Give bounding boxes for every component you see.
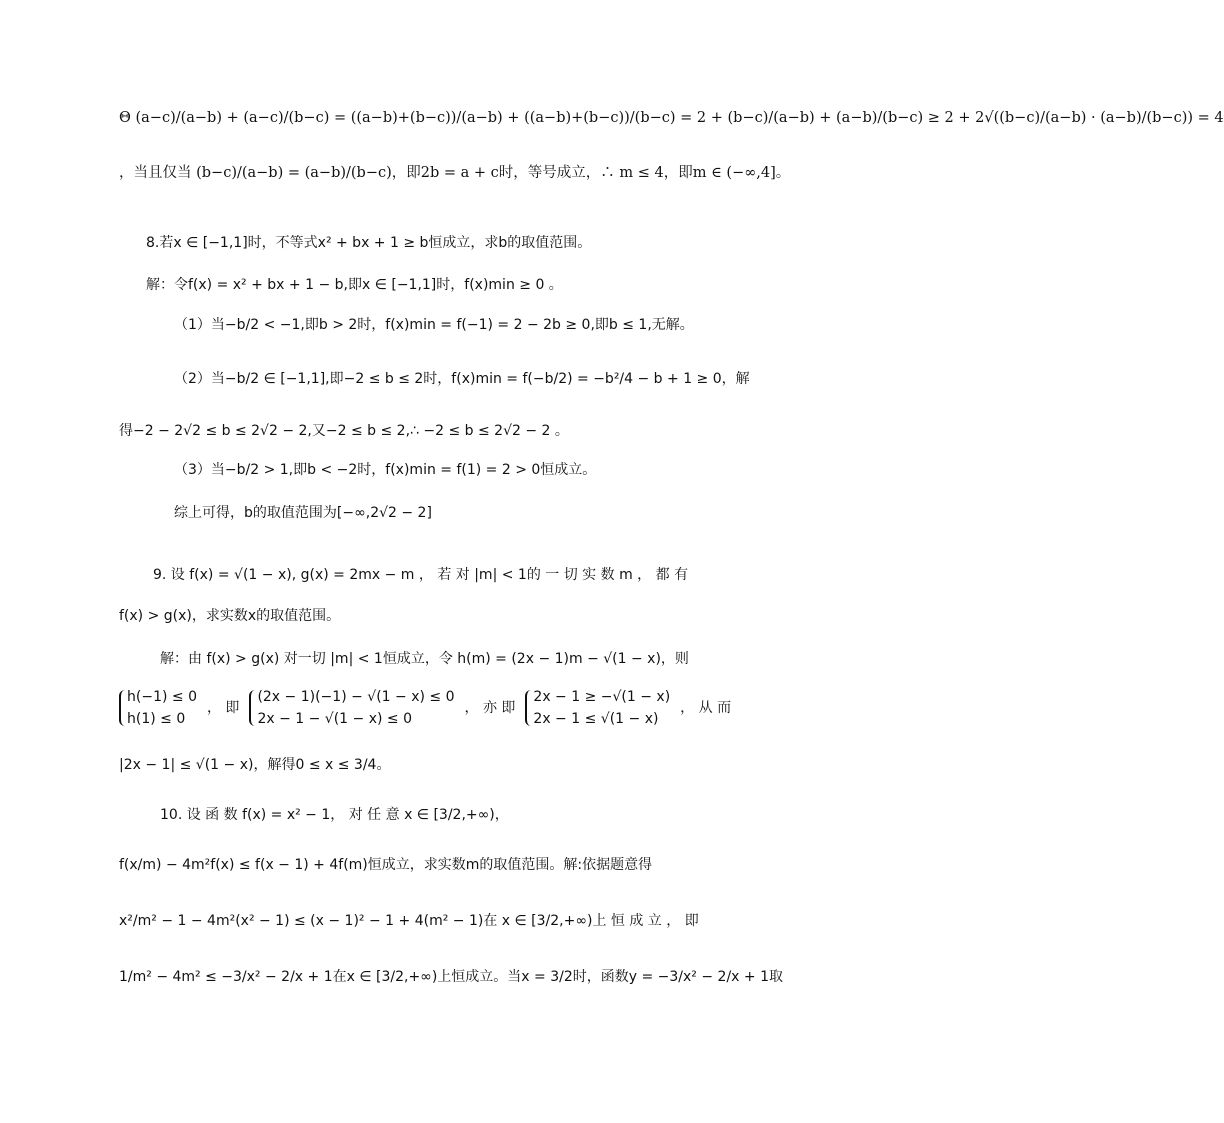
- system-2-line-1: (2x − 1)(−1) − √(1 − x) ≤ 0: [257, 689, 455, 705]
- problem-10-condition: f(x/m) − 4m²f(x) ≤ f(x − 1) + 4f(m)恒成立，求实数m的取值范围。解:依据题意得: [119, 857, 653, 873]
- problem-8-conclusion: 综上可得，b的取值范围为[−∞,2√2 − 2]: [174, 505, 432, 521]
- problem-10-statement: 10. 设 函 数 f(x) = x² − 1， 对 任 意 x ∈ [3/2,+∞)，: [160, 807, 509, 823]
- system-word-yiji: ， 亦 即: [464, 700, 516, 716]
- problem-8-case-2-result: 得−2 − 2√2 ≤ b ≤ 2√2 − 2,又−2 ≤ b ≤ 2,∴ −2 ≤ b ≤ 2√2 − 2 。: [119, 423, 569, 439]
- problem-8-statement: 8.若x ∈ [−1,1]时，不等式x² + bx + 1 ≥ b恒成立，求b的取值范围。: [146, 235, 592, 251]
- line-1: Θ (a−c)/(a−b) + (a−c)/(b−c) = ((a−b)+(b−c))/(a−b) + ((a−b)+(b−c))/(b−c) = 2 + (b−c)/(a−b) + (a−b)/(b−c) ≥ 2 + 2√((b−c)/(a−b) · (a−b)/(b−c)) = 4: [119, 110, 1224, 126]
- system-2-line-2: 2x − 1 − √(1 − x) ≤ 0: [257, 711, 413, 727]
- problem-9-system-row: [119, 690, 731, 726]
- problem-8-case-3: （3）当−b/2 > 1,即b < −2时，f(x)min = f(1) = 2 > 0恒成立。: [174, 462, 597, 478]
- system-1-line-2: h(1) ≤ 0: [127, 711, 186, 727]
- problem-9-statement: 9. 设 f(x) = √(1 − x), g(x) = 2mx − m ， 若 对 |m| < 1的 一 切 实 数 m ， 都 有: [153, 567, 689, 583]
- system-3-line-1: 2x − 1 ≥ −√(1 − x): [533, 689, 671, 705]
- system-brace-3: [525, 690, 670, 726]
- problem-9-question: f(x) > g(x)，求实数x的取值范围。: [119, 608, 341, 624]
- system-3-line-2: 2x − 1 ≤ √(1 − x): [533, 711, 659, 727]
- line-2: ，当且仅当 (b−c)/(a−b) = (a−b)/(b−c)，即2b = a + c时，等号成立，∴ m ≤ 4，即m ∈ (−∞,4]。: [119, 165, 791, 181]
- system-word-ji: ， 即: [206, 700, 240, 716]
- system-word-congerr: ， 从 而: [680, 700, 732, 716]
- problem-9-result: |2x − 1| ≤ √(1 − x)，解得0 ≤ x ≤ 3/4。: [119, 757, 391, 773]
- problem-8-solution-intro: 解：令f(x) = x² + bx + 1 − b,即x ∈ [−1,1]时，f(x)min ≥ 0 。: [146, 277, 563, 293]
- problem-8-case-2: （2）当−b/2 ∈ [−1,1],即−2 ≤ b ≤ 2时，f(x)min = f(−b/2) = −b²/4 − b + 1 ≥ 0，解: [174, 371, 750, 387]
- system-brace-1: [119, 690, 197, 726]
- problem-9-solution-intro: 解：由 f(x) > g(x) 对一切 |m| < 1恒成立，令 h(m) = (2x − 1)m − √(1 − x)，则: [160, 651, 689, 667]
- problem-10-derivation-2: 1/m² − 4m² ≤ −3/x² − 2/x + 1在x ∈ [3/2,+∞)上恒成立。当x = 3/2时，函数y = −3/x² − 2/x + 1取: [119, 969, 783, 985]
- system-1-line-1: h(−1) ≤ 0: [127, 689, 197, 705]
- problem-10-derivation-1: x²/m² − 1 − 4m²(x² − 1) ≤ (x − 1)² − 1 + 4(m² − 1)在 x ∈ [3/2,+∞)上 恒 成 立 ， 即: [119, 913, 699, 929]
- system-brace-2: [249, 690, 454, 726]
- problem-8-case-1: （1）当−b/2 < −1,即b > 2时，f(x)min = f(−1) = 2 − 2b ≥ 0,即b ≤ 1,无解。: [174, 317, 694, 333]
